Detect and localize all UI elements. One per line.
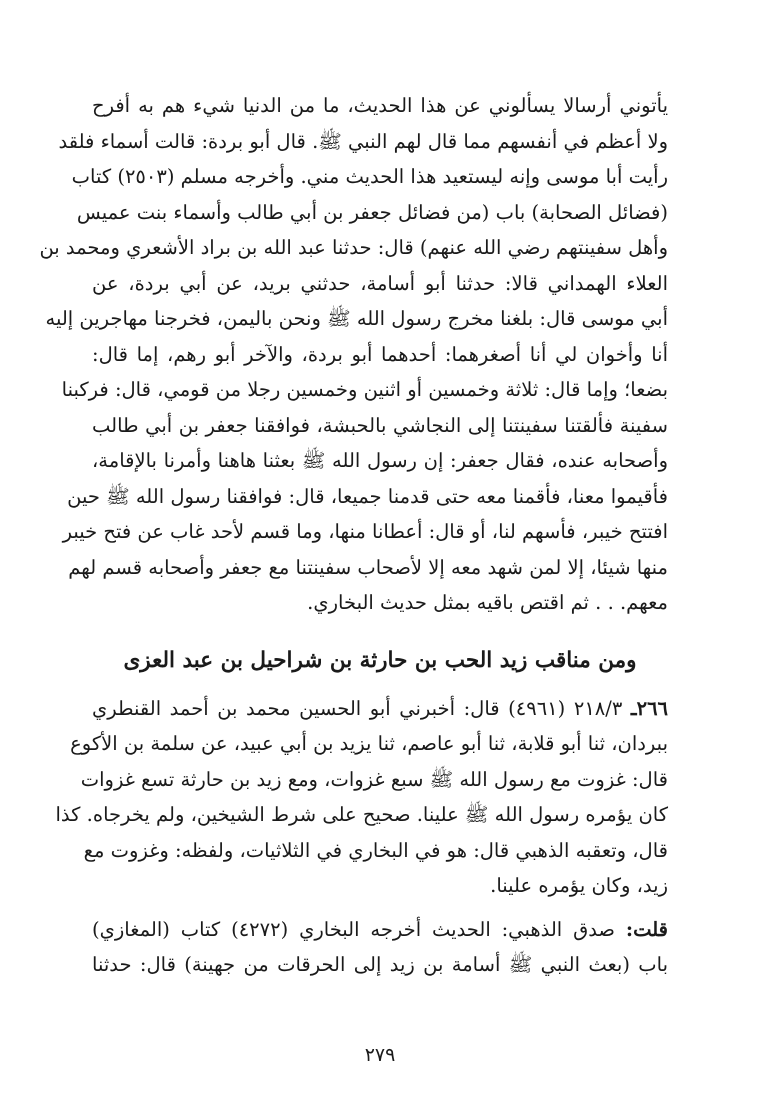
page-body bbox=[39, 88, 669, 983]
text-line: افتتح خيبر، فأسهم لنا، أو قال: أعطانا منها، وما قسم لأحد غاب عن فتح خيبر bbox=[62, 520, 668, 543]
hadith-number: ٢٦٦ـ bbox=[630, 696, 669, 720]
text-line: كان يؤمره رسول الله ﷺ علينا. صحيح على شرط الشيخين، ولم يخرجاه. كذا bbox=[55, 803, 668, 826]
paragraph-spacer bbox=[92, 904, 668, 912]
text-line: يأتوني أرسالا يسألوني عن هذا الحديث، ما من الدنيا شيء هم به أفرح bbox=[92, 94, 668, 117]
text-line bbox=[92, 912, 668, 948]
commentary-paragraph bbox=[92, 912, 668, 983]
page-number: ٢٧٩ bbox=[364, 1044, 396, 1066]
text-line: سفينة فألقتنا سفينتنا إلى النجاشي بالحبشة، فوافقنا جعفر بن أبي طالب bbox=[92, 413, 668, 437]
text-line: وأصحابه عنده، فقال جعفر: إن رسول الله ﷺ بعثنا هاهنا وأمرنا بالإقامة، bbox=[92, 449, 668, 472]
section-heading: ومن مناقب زيد الحب بن حارثة بن شراحيل بن عبد العزى bbox=[123, 647, 637, 673]
text-line: العلاء الهمداني قالا: حدثنا أبو أسامة، حدثني بريد، عن أبي بردة، عن bbox=[92, 271, 668, 295]
text-line: منها شيئا، إلا لمن شهد معه إلا لأصحاب سفينتنا مع جعفر وأصحابه قسم لهم bbox=[68, 555, 668, 579]
text-line: أنا وأخوان لي أنا أصغرهما: أحدهما أبو بردة، والآخر أبو رهم، إما قال: bbox=[92, 342, 668, 366]
text-line: ببردان، ثنا أبو قلابة، ثنا أبو عاصم، ثنا يزيد بن أبي عبيد، عن سلمة بن الأكوع bbox=[70, 732, 668, 755]
text-line: بضعا؛ وإما قال: ثلاثة وخمسين أو اثنين وخمسين رجلا من قومي، قال: فركبنا bbox=[61, 378, 668, 401]
text-line: أبي موسى قال: بلغنا مخرج رسول الله ﷺ ونحن باليمن، فخرجنا مهاجرين إليه bbox=[45, 307, 668, 330]
text-line: قال: غزوت مع رسول الله ﷺ سبع غزوات، ومع زيد بن حارثة تسع غزوات bbox=[80, 767, 668, 791]
paragraph-continuation bbox=[39, 88, 668, 621]
text-span: ٢١٨/٣ (٤٩٦١) قال: أخبرني أبو الحسين محمد بن أحمد القنطري bbox=[92, 696, 623, 720]
text-line: ولا أعظم في أنفسهم مما قال لهم النبي ﷺ. قال أبو بردة: قالت أسماء فلقد bbox=[58, 129, 668, 153]
text-line: رأيت أبا موسى وإنه ليستعيد هذا الحديث مني. وأخرجه مسلم (٢٥٠٣) كتاب bbox=[71, 165, 668, 188]
commentary-prefix: قلت: bbox=[625, 917, 668, 941]
text-line: زيد، وكان يؤمره علينا. bbox=[490, 874, 668, 897]
text-line: باب (بعث النبي ﷺ أسامة بن زيد إلى الحرقات من جهينة) قال: حدثنا bbox=[92, 953, 668, 976]
text-line: (فضائل الصحابة) باب (من فضائل جعفر بن أبي طالب وأسماء بنت عميس bbox=[76, 200, 668, 224]
text-line: معهم. . . ثم اقتص باقيه بمثل حديث البخاري. bbox=[307, 591, 668, 614]
text-line: فأقيموا معنا، فأقمنا معه حتى قدمنا جميعا، قال: فوافقنا رسول الله ﷺ حين bbox=[67, 484, 668, 508]
text-span: صدق الذهبي: الحديث أخرجه البخاري (٤٢٧٢) كتاب (المغازي) bbox=[92, 917, 615, 941]
text-line bbox=[92, 691, 668, 727]
text-line: قال، وتعقبه الذهبي قال: هو في البخاري في الثلاثيات، ولفظه: وغزوت مع bbox=[83, 838, 668, 862]
text-line: وأهل سفينتهم رضي الله عنهم) قال: حدثنا عبد الله بن براد الأشعري ومحمد بن bbox=[39, 236, 668, 259]
hadith-paragraph bbox=[55, 691, 669, 904]
